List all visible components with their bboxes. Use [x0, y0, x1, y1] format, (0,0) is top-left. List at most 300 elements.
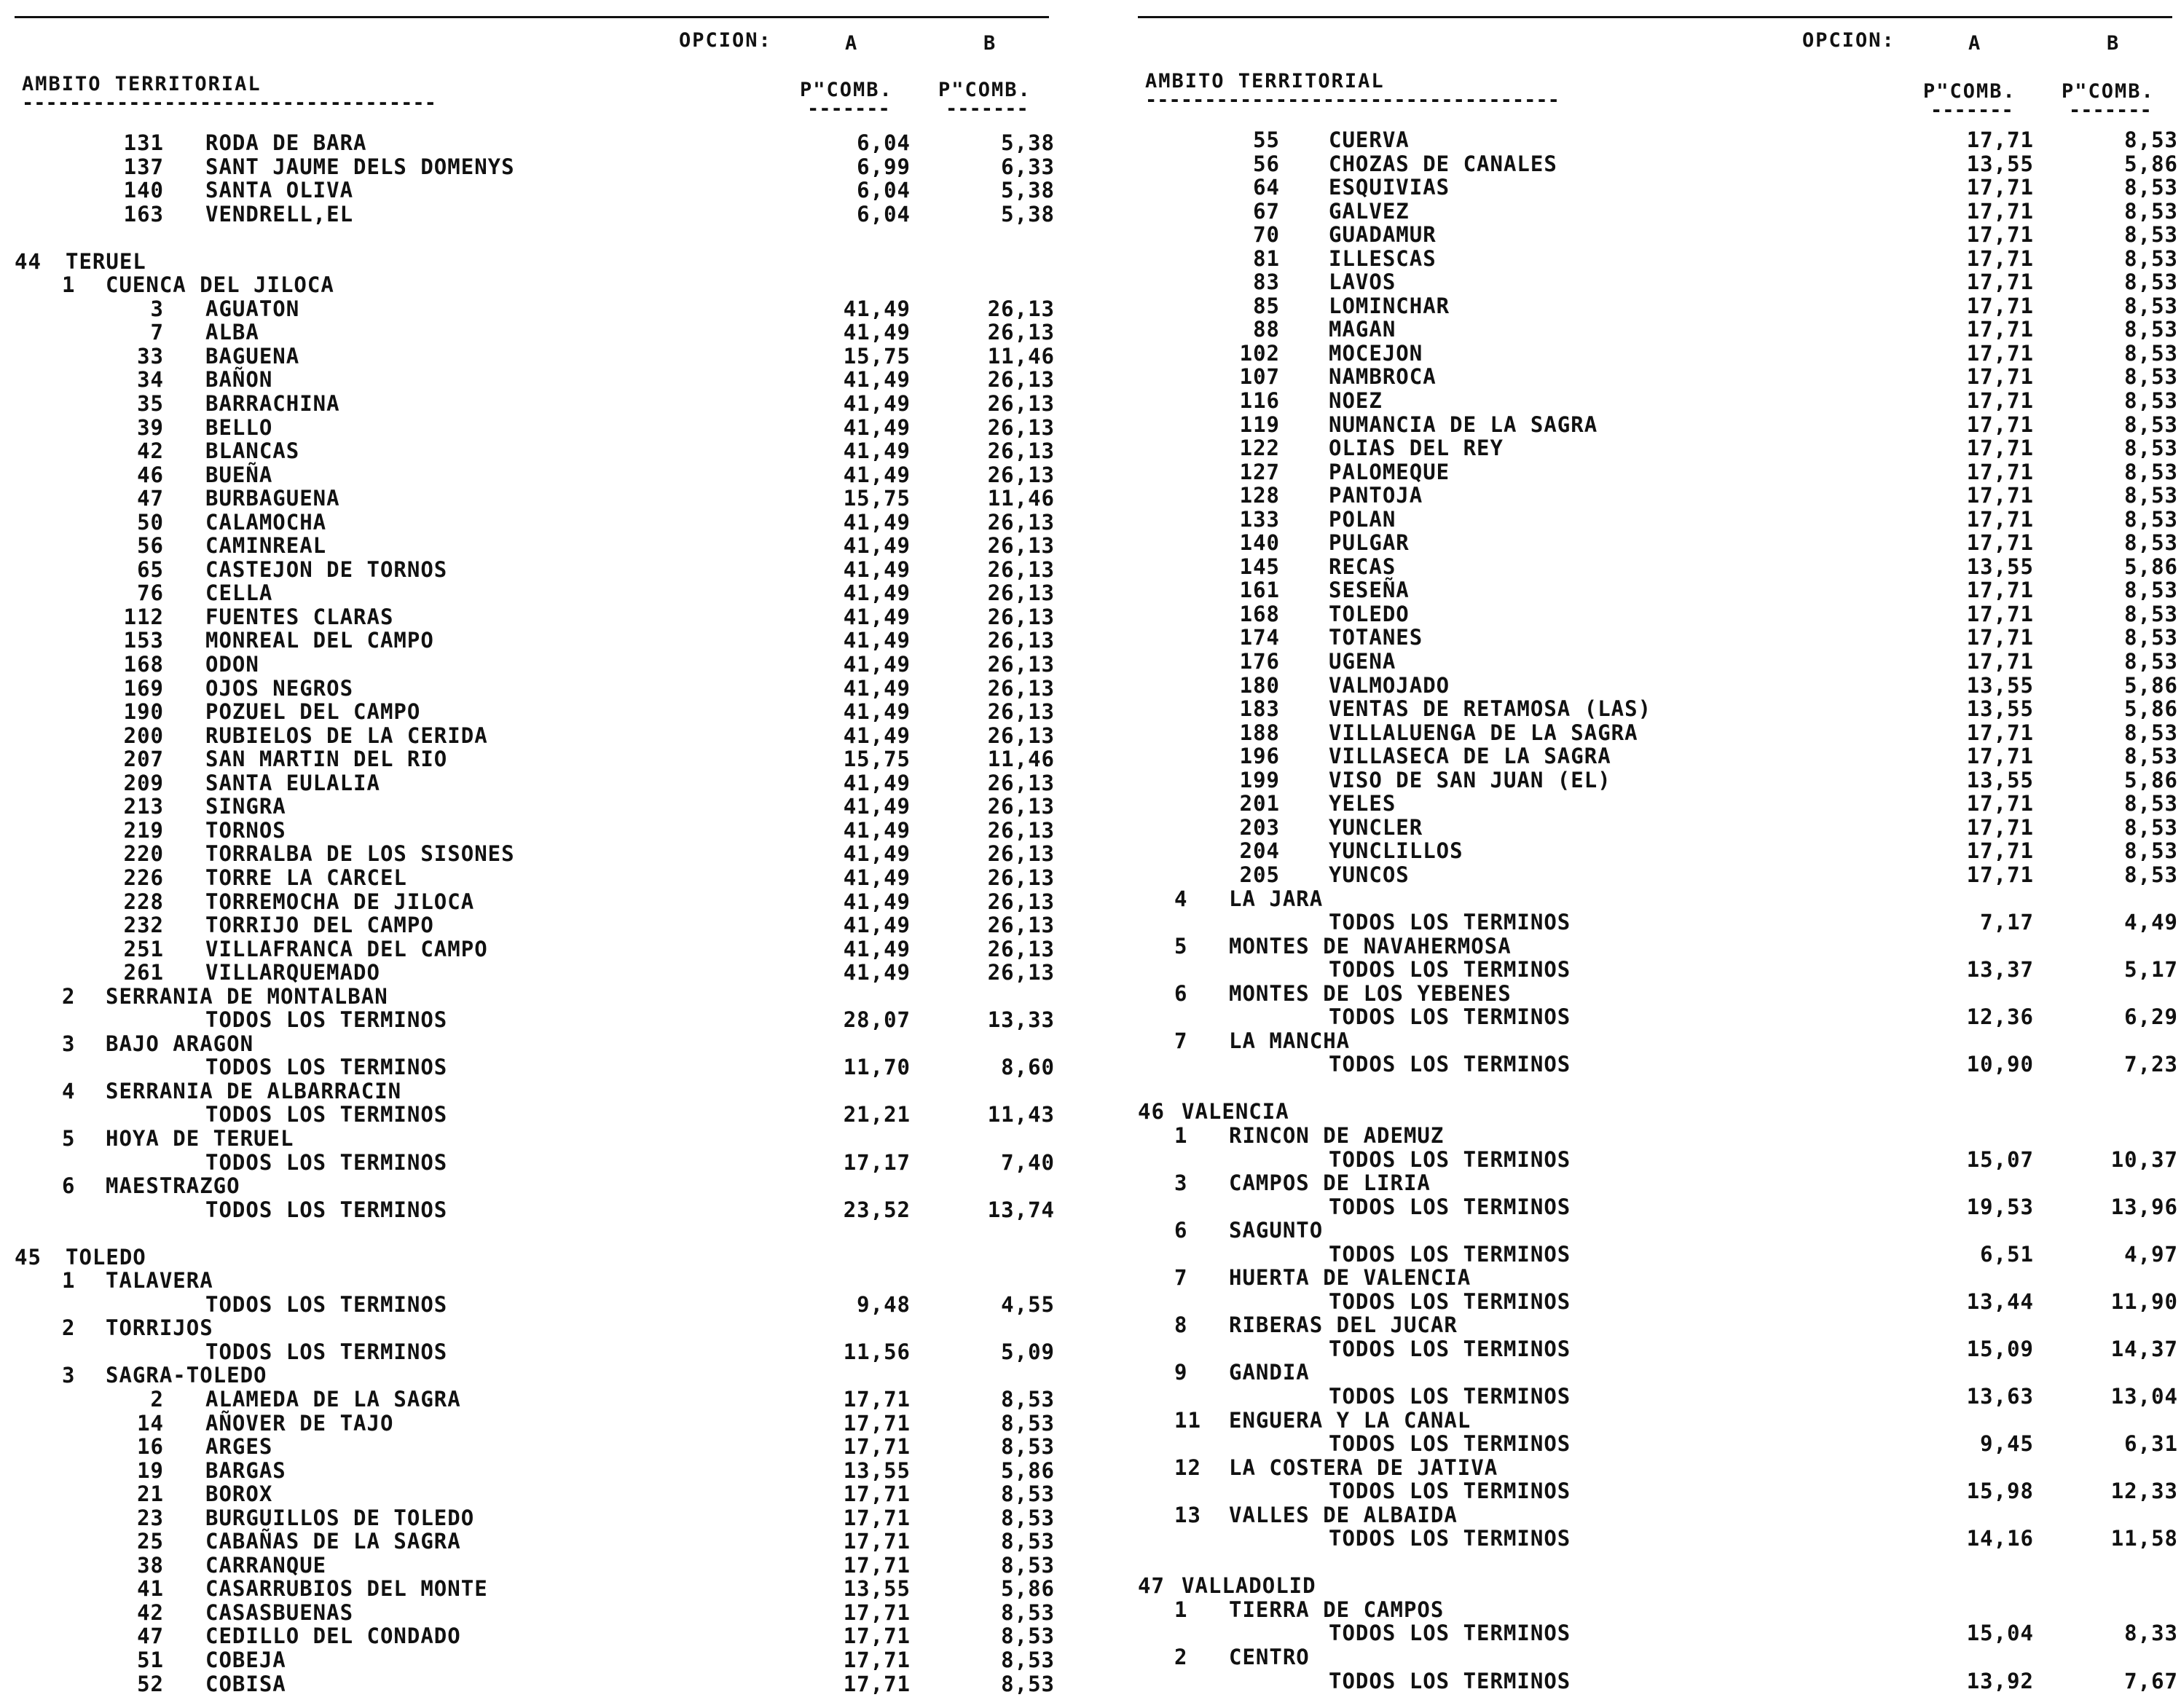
- value-a: 12,36: [1966, 1004, 2034, 1030]
- value-b: 26,13: [987, 699, 1055, 725]
- table-row: [1138, 1527, 2181, 1551]
- row-code: 38: [137, 1552, 164, 1578]
- table-row: [15, 629, 1064, 653]
- table-row: [1138, 176, 2181, 200]
- row-name: TOTANES: [1329, 625, 1423, 650]
- value-b: 4,55: [1001, 1291, 1055, 1317]
- table-row: [1138, 1621, 2181, 1645]
- value-b: 8,53: [2124, 293, 2178, 318]
- row-code: 83: [1253, 269, 1280, 295]
- row-code: 127: [1239, 459, 1280, 484]
- table-row: [15, 439, 1064, 463]
- pcomb-a-header: P"COMB.: [800, 79, 893, 101]
- row-code: 39: [137, 414, 164, 440]
- value-b: 5,86: [2124, 767, 2178, 792]
- row-name: TODOS LOS TERMINOS: [1329, 1526, 1571, 1551]
- row-code: 47: [1138, 1573, 1165, 1599]
- value-a: 21,21: [843, 1102, 911, 1127]
- row-name: OLIAS DEL REY: [1329, 436, 1504, 461]
- value-b: 26,13: [987, 936, 1055, 961]
- comarca-row: [15, 985, 1064, 1009]
- value-a: 6,04: [857, 178, 911, 203]
- value-a: 17,71: [1966, 222, 2034, 248]
- row-name: TORRE LA CARCEL: [205, 865, 407, 890]
- pcomb-b-header: P"COMB.: [2062, 80, 2155, 103]
- row-code: 46: [1138, 1099, 1165, 1125]
- value-b: 8,53: [1001, 1434, 1055, 1460]
- value-a: 17,71: [1966, 814, 2034, 840]
- pcomb-b-header: P"COMB.: [938, 79, 1031, 101]
- value-b: 8,53: [2124, 269, 2178, 295]
- table-row: [1138, 626, 2181, 650]
- pcomb-a-underline: -------: [807, 98, 890, 120]
- row-code: 88: [1253, 317, 1280, 342]
- table-row: [15, 1435, 1064, 1459]
- table-row: [15, 155, 1064, 179]
- row-name: TODOS LOS TERMINOS: [205, 1339, 448, 1364]
- row-name: TODOS LOS TERMINOS: [1329, 1004, 1571, 1030]
- value-a: 41,49: [843, 913, 911, 938]
- table-row: [1138, 342, 2181, 366]
- value-a: 15,09: [1966, 1336, 2034, 1361]
- row-code: 6: [1174, 1218, 1188, 1243]
- value-b: 8,53: [2124, 245, 2178, 271]
- table-row: [1138, 413, 2181, 437]
- row-name: BAGUENA: [205, 343, 300, 369]
- right-column: [1138, 0, 2181, 1708]
- table-row: [15, 842, 1064, 866]
- row-name: MAGAN: [1329, 317, 1396, 342]
- row-name: CELLA: [205, 581, 273, 606]
- value-a: 17,71: [1966, 601, 2034, 626]
- value-a: 41,49: [843, 723, 911, 748]
- table-row: [1138, 365, 2181, 389]
- value-b: 26,13: [987, 628, 1055, 653]
- table-row: [1138, 200, 2181, 224]
- value-b: 13,74: [987, 1197, 1055, 1222]
- option-b-label: B: [983, 32, 997, 55]
- province-row: [15, 250, 1064, 274]
- table-row: [15, 890, 1064, 914]
- value-b: 8,53: [2124, 791, 2178, 816]
- row-name: TORREMOCHA DE JILOCA: [205, 889, 475, 914]
- row-name: MAESTRAZGO: [106, 1173, 240, 1199]
- row-code: 42: [137, 438, 164, 464]
- table-row: [15, 463, 1064, 487]
- row-name: SANTA OLIVA: [205, 178, 354, 203]
- row-name: HOYA DE TERUEL: [106, 1125, 294, 1151]
- value-a: 17,71: [1966, 293, 2034, 318]
- row-name: ALAMEDA DE LA SAGRA: [205, 1386, 461, 1412]
- row-name: FUENTES CLARAS: [205, 604, 394, 629]
- table-row: [1138, 1479, 2181, 1503]
- value-b: 8,53: [2124, 862, 2178, 887]
- row-code: 190: [123, 699, 164, 725]
- row-code: 251: [123, 936, 164, 961]
- value-a: 13,55: [843, 1576, 911, 1602]
- row-code: 174: [1239, 625, 1280, 650]
- value-b: 26,13: [987, 913, 1055, 938]
- value-b: 26,13: [987, 675, 1055, 701]
- row-name: TOLEDO: [66, 1244, 146, 1270]
- table-row: [15, 937, 1064, 961]
- table-row: [1138, 839, 2181, 863]
- row-name: TODOS LOS TERMINOS: [1329, 1194, 1571, 1219]
- value-a: 15,04: [1966, 1621, 2034, 1646]
- row-name: HUERTA DE VALENCIA: [1229, 1265, 1471, 1291]
- value-b: 7,40: [1001, 1149, 1055, 1175]
- value-a: 17,71: [1966, 459, 2034, 484]
- value-a: 17,71: [1966, 744, 2034, 769]
- value-a: 13,55: [1966, 767, 2034, 792]
- row-code: 34: [137, 367, 164, 393]
- value-a: 13,55: [1966, 696, 2034, 722]
- table-row: [15, 487, 1064, 511]
- row-code: 47: [137, 1624, 164, 1649]
- value-a: 17,71: [1966, 127, 2034, 152]
- row-code: 46: [137, 462, 164, 487]
- table-row: [15, 1151, 1064, 1175]
- value-a: 17,71: [843, 1505, 911, 1530]
- value-a: 17,71: [843, 1434, 911, 1460]
- row-name: COBEJA: [205, 1648, 286, 1672]
- value-b: 26,13: [987, 509, 1055, 535]
- row-name: VALENCIA: [1182, 1099, 1289, 1125]
- option-a-label: A: [845, 32, 859, 55]
- table-row: [1138, 958, 2181, 982]
- row-code: 1: [62, 272, 76, 298]
- option-a-label: A: [1968, 32, 1982, 55]
- value-b: 8,53: [2124, 506, 2178, 532]
- row-name: TODOS LOS TERMINOS: [205, 1149, 448, 1175]
- row-name: VALLADOLID: [1182, 1573, 1316, 1599]
- row-code: 232: [123, 913, 164, 938]
- row-code: 107: [1239, 364, 1280, 390]
- row-name: RIBERAS DEL JUCAR: [1229, 1313, 1458, 1338]
- value-b: 5,86: [2124, 554, 2178, 579]
- row-code: 67: [1253, 198, 1280, 224]
- value-a: 41,49: [843, 960, 911, 985]
- row-code: 3: [62, 1031, 76, 1056]
- value-b: 8,53: [1001, 1599, 1055, 1625]
- value-a: 17,71: [1966, 245, 2034, 271]
- value-a: 15,75: [843, 486, 911, 511]
- row-code: 140: [1239, 530, 1280, 556]
- comarca-row: [1138, 1313, 2181, 1337]
- pcomb-a-header: P"COMB.: [1923, 80, 2016, 103]
- table-row: [1138, 555, 2181, 579]
- value-a: 17,71: [1966, 340, 2034, 366]
- row-name: TODOS LOS TERMINOS: [1329, 1668, 1571, 1693]
- value-b: 8,53: [1001, 1481, 1055, 1507]
- row-code: 85: [1253, 293, 1280, 318]
- row-code: 12: [1174, 1455, 1201, 1480]
- table-row: [1138, 744, 2181, 768]
- value-a: 15,98: [1966, 1479, 2034, 1504]
- row-code: 163: [123, 201, 164, 227]
- comarca-row: [1138, 1598, 2181, 1622]
- table-row: [15, 297, 1064, 321]
- row-code: 56: [1253, 151, 1280, 176]
- table-row: [1138, 768, 2181, 792]
- row-name: UGENA: [1329, 649, 1396, 674]
- row-name: CUERVA: [1329, 127, 1410, 152]
- comarca-row: [1138, 1029, 2181, 1053]
- value-a: 41,49: [843, 841, 911, 867]
- row-code: 33: [137, 343, 164, 369]
- value-a: 10,90: [1966, 1052, 2034, 1077]
- value-b: 8,53: [2124, 649, 2178, 674]
- row-code: 2: [1174, 1645, 1188, 1669]
- row-code: 169: [123, 675, 164, 701]
- value-b: 5,17: [2124, 957, 2178, 983]
- row-name: TODOS LOS TERMINOS: [1329, 1052, 1571, 1077]
- value-a: 17,71: [843, 1481, 911, 1507]
- value-b: 8,53: [2124, 198, 2178, 224]
- value-b: 8,53: [2124, 625, 2178, 650]
- value-b: 26,13: [987, 414, 1055, 440]
- value-b: 8,53: [1001, 1505, 1055, 1530]
- value-a: 41,49: [843, 581, 911, 606]
- table-row: [1138, 650, 2181, 674]
- row-name: ODON: [205, 652, 259, 677]
- table-row: [1138, 389, 2181, 413]
- value-a: 17,71: [1966, 506, 2034, 532]
- value-a: 17,17: [843, 1149, 911, 1175]
- value-b: 8,33: [2124, 1621, 2178, 1646]
- table-row: [15, 1482, 1064, 1506]
- row-code: 44: [15, 248, 42, 274]
- row-name: CABAÑAS DE LA SAGRA: [205, 1529, 461, 1554]
- row-name: LA MANCHA: [1229, 1028, 1351, 1053]
- comarca-row: [1138, 1409, 2181, 1433]
- row-name: BELLO: [205, 414, 273, 440]
- table-row: [1138, 863, 2181, 887]
- row-name: OJOS NEGROS: [205, 675, 354, 701]
- row-name: ALBA: [205, 320, 259, 345]
- row-name: VILLARQUEMADO: [205, 960, 380, 985]
- row-name: GUADAMUR: [1329, 222, 1437, 248]
- row-code: 226: [123, 865, 164, 890]
- value-a: 17,71: [1966, 720, 2034, 745]
- left-column: [15, 0, 1064, 1708]
- row-code: 52: [137, 1671, 164, 1696]
- row-code: 14: [137, 1410, 164, 1436]
- row-name: VILLAFRANCA DEL CAMPO: [205, 936, 488, 961]
- value-a: 6,04: [857, 130, 911, 155]
- row-code: 200: [123, 723, 164, 748]
- value-a: 17,71: [1966, 388, 2034, 414]
- value-a: 41,49: [843, 936, 911, 961]
- row-code: 168: [123, 652, 164, 677]
- table-row: [1138, 1385, 2181, 1409]
- row-code: 21: [137, 1481, 164, 1507]
- value-b: 13,96: [2110, 1194, 2178, 1219]
- value-b: 5,09: [1001, 1339, 1055, 1364]
- value-a: 17,71: [843, 1529, 911, 1554]
- row-code: 1: [1174, 1122, 1188, 1148]
- value-b: 8,53: [2124, 744, 2178, 769]
- value-a: 15,75: [843, 343, 911, 369]
- row-name: BAÑON: [205, 367, 273, 393]
- value-a: 17,71: [843, 1386, 911, 1412]
- table-row: [1138, 602, 2181, 626]
- row-code: 220: [123, 841, 164, 867]
- row-name: TODOS LOS TERMINOS: [1329, 1241, 1571, 1267]
- value-b: 26,13: [987, 723, 1055, 748]
- table-row: [15, 1459, 1064, 1483]
- row-code: 1: [1174, 1597, 1188, 1622]
- row-name: VISO DE SAN JUAN (EL): [1329, 767, 1611, 792]
- value-b: 26,13: [987, 556, 1055, 582]
- value-a: 7,17: [1980, 910, 2034, 935]
- comarca-row: [1138, 1503, 2181, 1527]
- comarca-row: [1138, 887, 2181, 911]
- row-code: 203: [1239, 814, 1280, 840]
- row-code: 35: [137, 391, 164, 417]
- value-a: 41,49: [843, 628, 911, 653]
- row-name: TODOS LOS TERMINOS: [1329, 1146, 1571, 1172]
- row-name: SINGRA: [205, 794, 286, 819]
- comarca-row: [15, 1174, 1064, 1198]
- value-a: 15,07: [1966, 1146, 2034, 1172]
- value-a: 17,71: [1966, 175, 2034, 200]
- row-name: VILLALUENGA DE LA SAGRA: [1329, 720, 1638, 745]
- row-name: LOMINCHAR: [1329, 293, 1450, 318]
- table-row: [1138, 697, 2181, 721]
- row-name: NOEZ: [1329, 388, 1383, 414]
- row-name: SANT JAUME DELS DOMENYS: [205, 154, 515, 179]
- table-row: [1138, 1432, 2181, 1456]
- value-b: 26,13: [987, 533, 1055, 559]
- table-row: [15, 345, 1064, 369]
- value-b: 10,37: [2110, 1146, 2178, 1172]
- value-b: 26,13: [987, 320, 1055, 345]
- comarca-row: [1138, 934, 2181, 959]
- value-a: 13,63: [1966, 1383, 2034, 1409]
- row-name: VALLES DE ALBAIDA: [1229, 1502, 1458, 1527]
- value-b: 26,13: [987, 865, 1055, 890]
- table-row: [1138, 816, 2181, 840]
- row-code: 19: [137, 1457, 164, 1483]
- table-row: [15, 1412, 1064, 1436]
- comarca-row: [15, 1363, 1064, 1388]
- value-a: 28,07: [843, 1007, 911, 1033]
- opcion-label: OPCION:: [679, 29, 772, 52]
- value-a: 15,75: [843, 747, 911, 772]
- value-a: 17,71: [1966, 198, 2034, 224]
- row-name: POZUEL DEL CAMPO: [205, 699, 421, 725]
- row-name: TODOS LOS TERMINOS: [1329, 1383, 1571, 1409]
- row-code: 3: [62, 1363, 76, 1388]
- table-row: [15, 1672, 1064, 1696]
- row-code: 116: [1239, 388, 1280, 414]
- value-b: 26,13: [987, 462, 1055, 487]
- comarca-row: [1138, 1645, 2181, 1669]
- value-a: 13,55: [1966, 672, 2034, 698]
- row-code: 119: [1239, 412, 1280, 437]
- value-a: 13,55: [1966, 554, 2034, 579]
- row-name: LAVOS: [1329, 269, 1396, 295]
- row-name: VENDRELL,EL: [205, 201, 354, 227]
- table-row: [15, 1198, 1064, 1222]
- table-row: [15, 1577, 1064, 1601]
- value-b: 11,43: [987, 1102, 1055, 1127]
- row-name: TORRALBA DE LOS SISONES: [205, 841, 515, 867]
- table-row: [15, 605, 1064, 629]
- row-code: 1: [62, 1268, 76, 1294]
- comarca-row: [15, 1127, 1064, 1151]
- row-code: 204: [1239, 838, 1280, 864]
- value-b: 8,53: [2124, 340, 2178, 366]
- value-a: 41,49: [843, 509, 911, 535]
- table-row: [1138, 318, 2181, 342]
- row-name: TALAVERA: [106, 1268, 213, 1294]
- value-b: 8,53: [2124, 814, 2178, 840]
- table-row: [1138, 910, 2181, 934]
- comarca-row: [15, 1079, 1064, 1103]
- table-row: [15, 320, 1064, 345]
- row-name: CAMPOS DE LIRIA: [1229, 1170, 1431, 1196]
- table-row: [15, 202, 1064, 227]
- value-b: 8,53: [1001, 1386, 1055, 1412]
- value-a: 41,49: [843, 391, 911, 417]
- value-a: 17,71: [1966, 483, 2034, 508]
- row-code: 3: [150, 296, 164, 321]
- row-code: 261: [123, 960, 164, 985]
- row-name: VILLASECA DE LA SAGRA: [1329, 744, 1611, 769]
- value-b: 26,13: [987, 841, 1055, 867]
- row-name: CUENCA DEL JILOCA: [106, 272, 334, 298]
- table-row: [15, 511, 1064, 535]
- row-name: RECAS: [1329, 554, 1396, 579]
- top-rule: [1138, 16, 2172, 18]
- table-row: [15, 653, 1064, 677]
- value-b: 26,13: [987, 817, 1055, 843]
- row-code: 145: [1239, 554, 1280, 579]
- row-name: CENTRO: [1229, 1645, 1310, 1669]
- row-name: BAJO ARAGON: [106, 1031, 254, 1056]
- row-code: 4: [1174, 886, 1188, 911]
- value-b: 26,13: [987, 604, 1055, 629]
- table-row: [1138, 436, 2181, 460]
- row-name: CALAMOCHA: [205, 509, 327, 535]
- table-row: [15, 1055, 1064, 1079]
- table-row: [1138, 460, 2181, 484]
- table-row: [1138, 1077, 2181, 1101]
- row-name: TODOS LOS TERMINOS: [1329, 910, 1571, 935]
- table-row: [15, 1506, 1064, 1530]
- row-name: BUEÑA: [205, 462, 273, 487]
- comarca-row: [15, 1269, 1064, 1293]
- value-b: 8,53: [2124, 601, 2178, 626]
- value-b: 5,38: [1001, 201, 1055, 227]
- value-b: 11,46: [987, 747, 1055, 772]
- table-row: [1138, 1005, 2181, 1029]
- table-row: [15, 795, 1064, 819]
- row-name: TOLEDO: [1329, 601, 1410, 626]
- value-b: 8,53: [2124, 838, 2178, 864]
- value-a: 41,49: [843, 817, 911, 843]
- row-name: BARRACHINA: [205, 391, 340, 417]
- value-a: 13,37: [1966, 957, 2034, 983]
- comarca-row: [1138, 982, 2181, 1006]
- row-code: 3: [1174, 1170, 1188, 1196]
- value-b: 8,53: [2124, 364, 2178, 390]
- row-name: AGUATON: [205, 296, 300, 321]
- value-a: 41,49: [843, 652, 911, 677]
- row-code: 70: [1253, 222, 1280, 248]
